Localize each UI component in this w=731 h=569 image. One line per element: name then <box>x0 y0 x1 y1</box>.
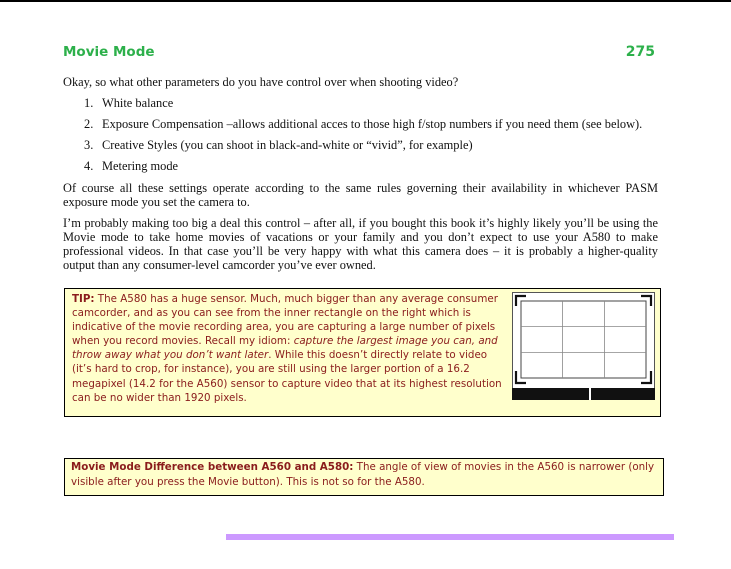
list-item-text: Creative Styles (you can shoot in black-and-white or “vivid”, for example) <box>102 138 473 152</box>
section-title: Movie Mode <box>63 44 155 60</box>
options-list <box>84 96 664 180</box>
list-item-number: 4. <box>84 159 94 173</box>
list-item <box>84 159 664 180</box>
pasm-paragraph: Of course all these settings operate according to the same rules governing their availability in whichever PASM exposure mode you set the camera to. <box>63 181 658 209</box>
list-item-text: Exposure Compensation –allows additional acces to those high f/stop numbers if you need them (see below). <box>102 117 643 131</box>
difference-label: Movie Mode Difference between A560 and A580: <box>71 461 354 473</box>
viewfinder-frame <box>513 293 655 400</box>
list-item <box>84 96 664 117</box>
list-item-number: 3. <box>84 138 94 152</box>
page-header <box>63 44 655 64</box>
tip-callout <box>64 288 661 417</box>
list-item-number: 1. <box>84 96 94 110</box>
tip-text <box>72 292 509 405</box>
list-item-text: Metering mode <box>102 159 179 173</box>
list-item <box>84 138 664 159</box>
difference-callout <box>64 458 664 496</box>
camcorder-paragraph: I’m probably making too big a deal this control – after all, if you bought this book it’s highly likely you’ll be using the Movie mode to take home movies of vacations or your family and you don’t expect to use your A580 to make professional videos. In that case you’ll be very happy with what this camera does – it is probably a higher-quality output than any consumer-level camcorder you’ve ever owned. <box>63 216 658 272</box>
difference-body: The angle of view of movies in the A560 is narrower (only visible after you press the Movie button). This is not so for the A580. <box>71 461 655 488</box>
viewfinder-bottom-band <box>512 388 655 400</box>
tip-label: TIP: <box>72 293 95 305</box>
top-rule <box>0 0 731 2</box>
list-item <box>84 117 664 138</box>
tip-body-end: . While this doesn’t directly relate to video (it’s hard to crop, for instance), you are still using the larger portion of a 16.2 megapixel (14.2 for the A560) sensor to capture video that at its highest resolution can be no wider than 1920 pixels. <box>72 349 502 404</box>
list-item-number: 2. <box>84 117 94 131</box>
tip-idiom: capture the largest image you can, and throw away what you don’t want later <box>72 335 498 362</box>
viewfinder-band-divider <box>589 387 591 400</box>
viewfinder-diagram <box>512 292 655 400</box>
list-item-text: White balance <box>102 96 174 110</box>
footer-bar <box>226 534 674 540</box>
difference-text <box>71 460 657 489</box>
page-number: 275 <box>625 44 655 60</box>
tip-body-start: The A580 has a huge sensor. Much, much bigger than any average consumer camcorder, and as you can see from the inner rectangle on the right which is indicative of the movie recording area, you are capturing a large number of pixels when you record movies. Recall my idiom: <box>72 293 498 348</box>
intro-paragraph: Okay, so what other parameters do you have control over when shooting video? <box>63 75 459 89</box>
